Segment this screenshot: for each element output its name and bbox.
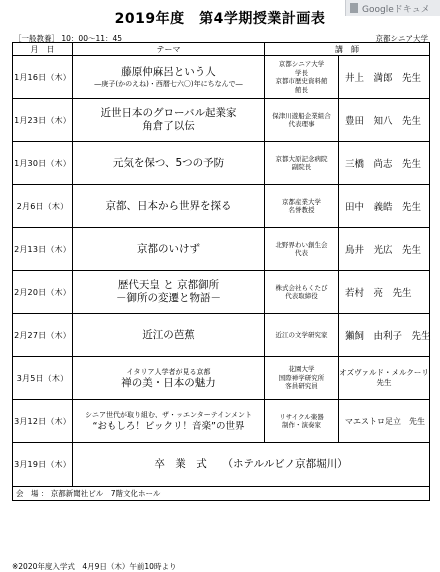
row-theme (73, 314, 265, 357)
row-theme (73, 443, 430, 487)
row-theme (73, 357, 265, 400)
lecturer-org: リサイクル楽器 制作・演奏家 (265, 400, 339, 443)
lecturer-name: 獺飼 由利子 先生 (339, 314, 430, 357)
lecturer-org: 京都シニア大学 学長 京都市歴史資料館 館長 (265, 56, 339, 99)
browser-tab-label: Googleドキュメ (362, 4, 430, 15)
theme-title: 京都、日本から世界を探る (105, 199, 232, 212)
row-date: 3月5日（木） (13, 357, 73, 400)
lecturer-name: オズヴァルド・メルクーリ 先生 (339, 357, 430, 400)
table-row (13, 228, 430, 271)
footnote: ※2020年度入学式 4月9日（木）午前10時より (12, 562, 177, 571)
row-theme (73, 228, 265, 271)
table-row (13, 443, 430, 487)
row-date: 1月23日（木） (13, 99, 73, 142)
theme-title: 京都のいけず (137, 242, 200, 255)
header-date: 月 日 (13, 43, 73, 56)
table-row (13, 271, 430, 314)
row-date: 1月16日（木） (13, 56, 73, 99)
lecturer-org: 株式会社らくたび 代表取締役 (265, 271, 339, 314)
header-theme: テーマ (73, 43, 265, 56)
lecturer-name: 田中 義皓 先生 (339, 185, 430, 228)
theme-title: 近世日本のグローバル起業家 角倉了以伝 (100, 107, 237, 132)
row-theme (73, 271, 265, 314)
row-theme (73, 400, 265, 443)
table-row (13, 99, 430, 142)
row-date: 2月6日（木） (13, 185, 73, 228)
theme-title: “おもしろ！ビックリ！音楽”の世界 (92, 420, 245, 432)
row-date: 3月19日（木） (13, 443, 73, 487)
table-row (13, 142, 430, 185)
schedule-table (12, 42, 430, 501)
lecturer-org: 北野界わい創生会 代表 (265, 228, 339, 271)
theme-title: 藤原仲麻呂という人 (121, 65, 216, 78)
table-row (13, 357, 430, 400)
theme-subtitle: ―庚子(かのえね)・西暦七六〇)年にちなんで― (94, 79, 243, 88)
lecturer-name: 鳥井 光広 先生 (339, 228, 430, 271)
theme-title: 歴代天皇 と 京都御所 －御所の変遷と物語－ (116, 279, 221, 304)
lecturer-name: 三橋 尚志 先生 (339, 142, 430, 185)
lecturer-org: 近江の文学研究家 (265, 314, 339, 357)
row-theme (73, 99, 265, 142)
row-theme (73, 56, 265, 99)
header-lecturer: 講 師 (265, 43, 430, 56)
row-date: 2月13日（木） (13, 228, 73, 271)
graduation-ceremony: 卒 業 式 （ホテルルビノ京都堀川） (154, 458, 348, 470)
row-theme (73, 142, 265, 185)
venue-row (13, 487, 430, 501)
lecturer-org: 花園大学 国際禅学研究所 客員研究員 (265, 357, 339, 400)
lecturer-org: 京都産業大学 名誉教授 (265, 185, 339, 228)
theme-pretitle: シニア世代が取り組む、ザ・ッエンターテインメント (84, 410, 253, 419)
table-row (13, 314, 430, 357)
row-theme (73, 185, 265, 228)
theme-title: 禅の美・日本の魅力 (121, 376, 216, 389)
lecturer-name: マエストロ足立 先生 (339, 400, 430, 443)
subheader-right: 京都シニア大学 (375, 34, 428, 43)
subheader-left: ［一般教養］ 10：00～11：45 (14, 34, 123, 43)
theme-title: 近江の芭蕉 (142, 328, 195, 341)
lecturer-name: 井上 満郎 先生 (339, 56, 430, 99)
lecturer-org: 保津川遊船企業組合 代表理事 (265, 99, 339, 142)
lecturer-name: 豊田 知八 先生 (339, 99, 430, 142)
lecturer-org: 京都大原記念病院 副院長 (265, 142, 339, 185)
table-row (13, 400, 430, 443)
row-date: 3月12日（木） (13, 400, 73, 443)
row-date: 2月20日（木） (13, 271, 73, 314)
venue: 会 場 ： 京都新聞社ビル 7階文化ホール (13, 487, 430, 501)
theme-pretitle: イタリア人学者が見る京都 (126, 367, 211, 376)
row-date: 2月27日（木） (13, 314, 73, 357)
page-title: 2019年度 第4学期授業計画表 (114, 11, 326, 27)
theme-title: 元気を保つ、5つの予防 (112, 156, 225, 169)
table-row (13, 185, 430, 228)
table-row (13, 56, 430, 99)
row-date: 1月30日（木） (13, 142, 73, 185)
lecturer-name: 若村 亮 先生 (339, 271, 430, 314)
